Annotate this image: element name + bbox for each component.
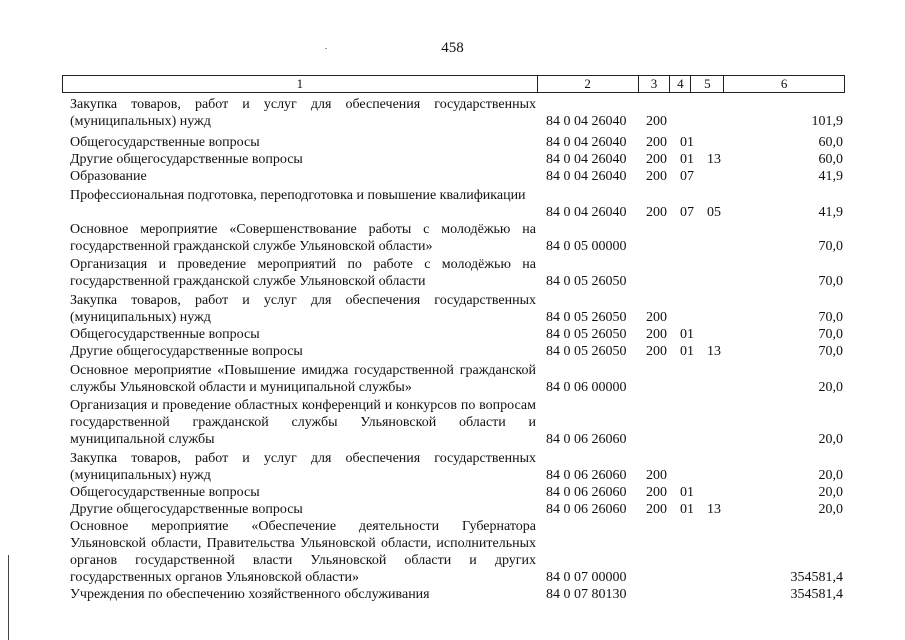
row-amount: 70,0 bbox=[818, 327, 843, 342]
header-col-1: 1 bbox=[63, 76, 538, 92]
row-name: Образование bbox=[70, 169, 147, 184]
row-group: 200 bbox=[646, 485, 667, 500]
scan-margin-line bbox=[8, 555, 9, 640]
row-name: Другие общегосударственные вопросы bbox=[70, 344, 303, 359]
row-name: Основное мероприятие «Повышение имиджа государственной гражданской службы Ульяновской области и муниципальной службы» bbox=[70, 363, 536, 395]
table-row bbox=[0, 586, 905, 603]
row-subsection: 05 bbox=[707, 205, 721, 220]
row-name: Организация и проведение областных конференций и конкурсов по вопросам государственной гражданской службы Ульяновской области и муниципальной службы bbox=[70, 398, 536, 447]
row-amount: 70,0 bbox=[818, 344, 843, 359]
row-name: Основное мероприятие «Обеспечение деятельности Губернатора Ульяновской области, Правительства Ульяновской области, исполнительных органов государственной власти Ульяновской области и других государственных органов Ульяновской области» bbox=[70, 519, 536, 585]
row-code: 84 0 04 26040 bbox=[546, 152, 627, 167]
row-code: 84 0 04 26040 bbox=[546, 114, 627, 129]
row-code: 84 0 05 26050 bbox=[546, 344, 627, 359]
row-amount: 41,9 bbox=[818, 205, 843, 220]
table-row bbox=[0, 151, 905, 168]
row-section: 01 bbox=[680, 485, 694, 500]
table-row bbox=[0, 221, 905, 255]
row-code: 84 0 05 26050 bbox=[546, 310, 627, 325]
row-name: Закупка товаров, работ и услуг для обеспечения государственных (муниципальных) нужд bbox=[70, 97, 536, 129]
row-code: 84 0 06 26060 bbox=[546, 468, 627, 483]
row-amount: 20,0 bbox=[818, 485, 843, 500]
row-section: 07 bbox=[680, 169, 694, 184]
table-row bbox=[0, 187, 905, 221]
row-group: 200 bbox=[646, 468, 667, 483]
row-code: 84 0 06 26060 bbox=[546, 432, 627, 447]
row-amount: 70,0 bbox=[818, 310, 843, 325]
row-code: 84 0 07 80130 bbox=[546, 587, 627, 602]
row-name: Закупка товаров, работ и услуг для обеспечения государственных (муниципальных) нужд bbox=[70, 451, 536, 483]
row-amount: 354581,4 bbox=[790, 587, 843, 602]
row-name: Закупка товаров, работ и услуг для обеспечения государственных (муниципальных) нужд bbox=[70, 293, 536, 325]
row-code: 84 0 05 26050 bbox=[546, 327, 627, 342]
row-group: 200 bbox=[646, 169, 667, 184]
table-row bbox=[0, 343, 905, 360]
row-amount: 20,0 bbox=[818, 502, 843, 517]
row-name: Другие общегосударственные вопросы bbox=[70, 152, 303, 167]
row-code: 84 0 07 00000 bbox=[546, 570, 627, 585]
row-code: 84 0 05 00000 bbox=[546, 239, 627, 254]
row-group: 200 bbox=[646, 152, 667, 167]
table-row bbox=[0, 134, 905, 151]
row-subsection: 13 bbox=[707, 344, 721, 359]
row-name: Учреждения по обеспечению хозяйственного обслуживания bbox=[70, 587, 430, 602]
table-row bbox=[0, 501, 905, 518]
row-section: 01 bbox=[680, 327, 694, 342]
row-name: Организация и проведение мероприятий по работе с молодёжью на государственной гражданской службе Ульяновской области bbox=[70, 257, 536, 289]
table-row bbox=[0, 292, 905, 326]
table-row bbox=[0, 168, 905, 185]
row-section: 01 bbox=[680, 135, 694, 150]
row-code: 84 0 04 26040 bbox=[546, 135, 627, 150]
row-name: Общегосударственные вопросы bbox=[70, 485, 260, 500]
row-amount: 354581,4 bbox=[790, 570, 843, 585]
row-group: 200 bbox=[646, 310, 667, 325]
row-code: 84 0 05 26050 bbox=[546, 274, 627, 289]
header-col-3: 3 bbox=[639, 76, 671, 92]
row-group: 200 bbox=[646, 327, 667, 342]
row-group: 200 bbox=[646, 135, 667, 150]
header-col-2: 2 bbox=[538, 76, 639, 92]
row-name: Общегосударственные вопросы bbox=[70, 135, 260, 150]
row-amount: 20,0 bbox=[818, 432, 843, 447]
page-number: 458 bbox=[441, 40, 464, 56]
table-row bbox=[0, 484, 905, 501]
row-amount: 101,9 bbox=[811, 114, 843, 129]
row-amount: 70,0 bbox=[818, 274, 843, 289]
row-section: 01 bbox=[680, 152, 694, 167]
table-row bbox=[0, 518, 905, 586]
row-amount: 70,0 bbox=[818, 239, 843, 254]
row-section: 07 bbox=[680, 205, 694, 220]
row-group: 200 bbox=[646, 344, 667, 359]
table-row bbox=[0, 450, 905, 484]
row-amount: 60,0 bbox=[818, 135, 843, 150]
table-row bbox=[0, 96, 905, 130]
header-col-5: 5 bbox=[691, 76, 724, 92]
row-section: 01 bbox=[680, 344, 694, 359]
table-row bbox=[0, 362, 905, 396]
row-name: Общегосударственные вопросы bbox=[70, 327, 260, 342]
header-col-4: 4 bbox=[670, 76, 691, 92]
row-amount: 60,0 bbox=[818, 152, 843, 167]
header-col-6: 6 bbox=[780, 76, 788, 91]
row-subsection: 13 bbox=[707, 152, 721, 167]
row-code: 84 0 04 26040 bbox=[546, 205, 627, 220]
row-group: 200 bbox=[646, 502, 667, 517]
table-row bbox=[0, 326, 905, 343]
row-section: 01 bbox=[680, 502, 694, 517]
row-amount: 20,0 bbox=[818, 468, 843, 483]
row-code: 84 0 06 26060 bbox=[546, 502, 627, 517]
row-name: Профессиональная подготовка, переподготовка и повышение квалификации bbox=[70, 188, 526, 203]
row-code: 84 0 06 26060 bbox=[546, 485, 627, 500]
row-amount: 20,0 bbox=[818, 380, 843, 395]
row-subsection: 13 bbox=[707, 502, 721, 517]
row-code: 84 0 04 26040 bbox=[546, 169, 627, 184]
row-name: Другие общегосударственные вопросы bbox=[70, 502, 303, 517]
table-row bbox=[0, 397, 905, 448]
row-group: 200 bbox=[646, 114, 667, 129]
row-code: 84 0 06 00000 bbox=[546, 380, 627, 395]
scan-speck bbox=[325, 48, 327, 49]
row-name: Основное мероприятие «Совершенствование работы с молодёжью на государственной гражданской службе Ульяновской области» bbox=[70, 222, 536, 254]
row-group: 200 bbox=[646, 205, 667, 220]
table-row bbox=[0, 256, 905, 290]
row-amount: 41,9 bbox=[818, 169, 843, 184]
